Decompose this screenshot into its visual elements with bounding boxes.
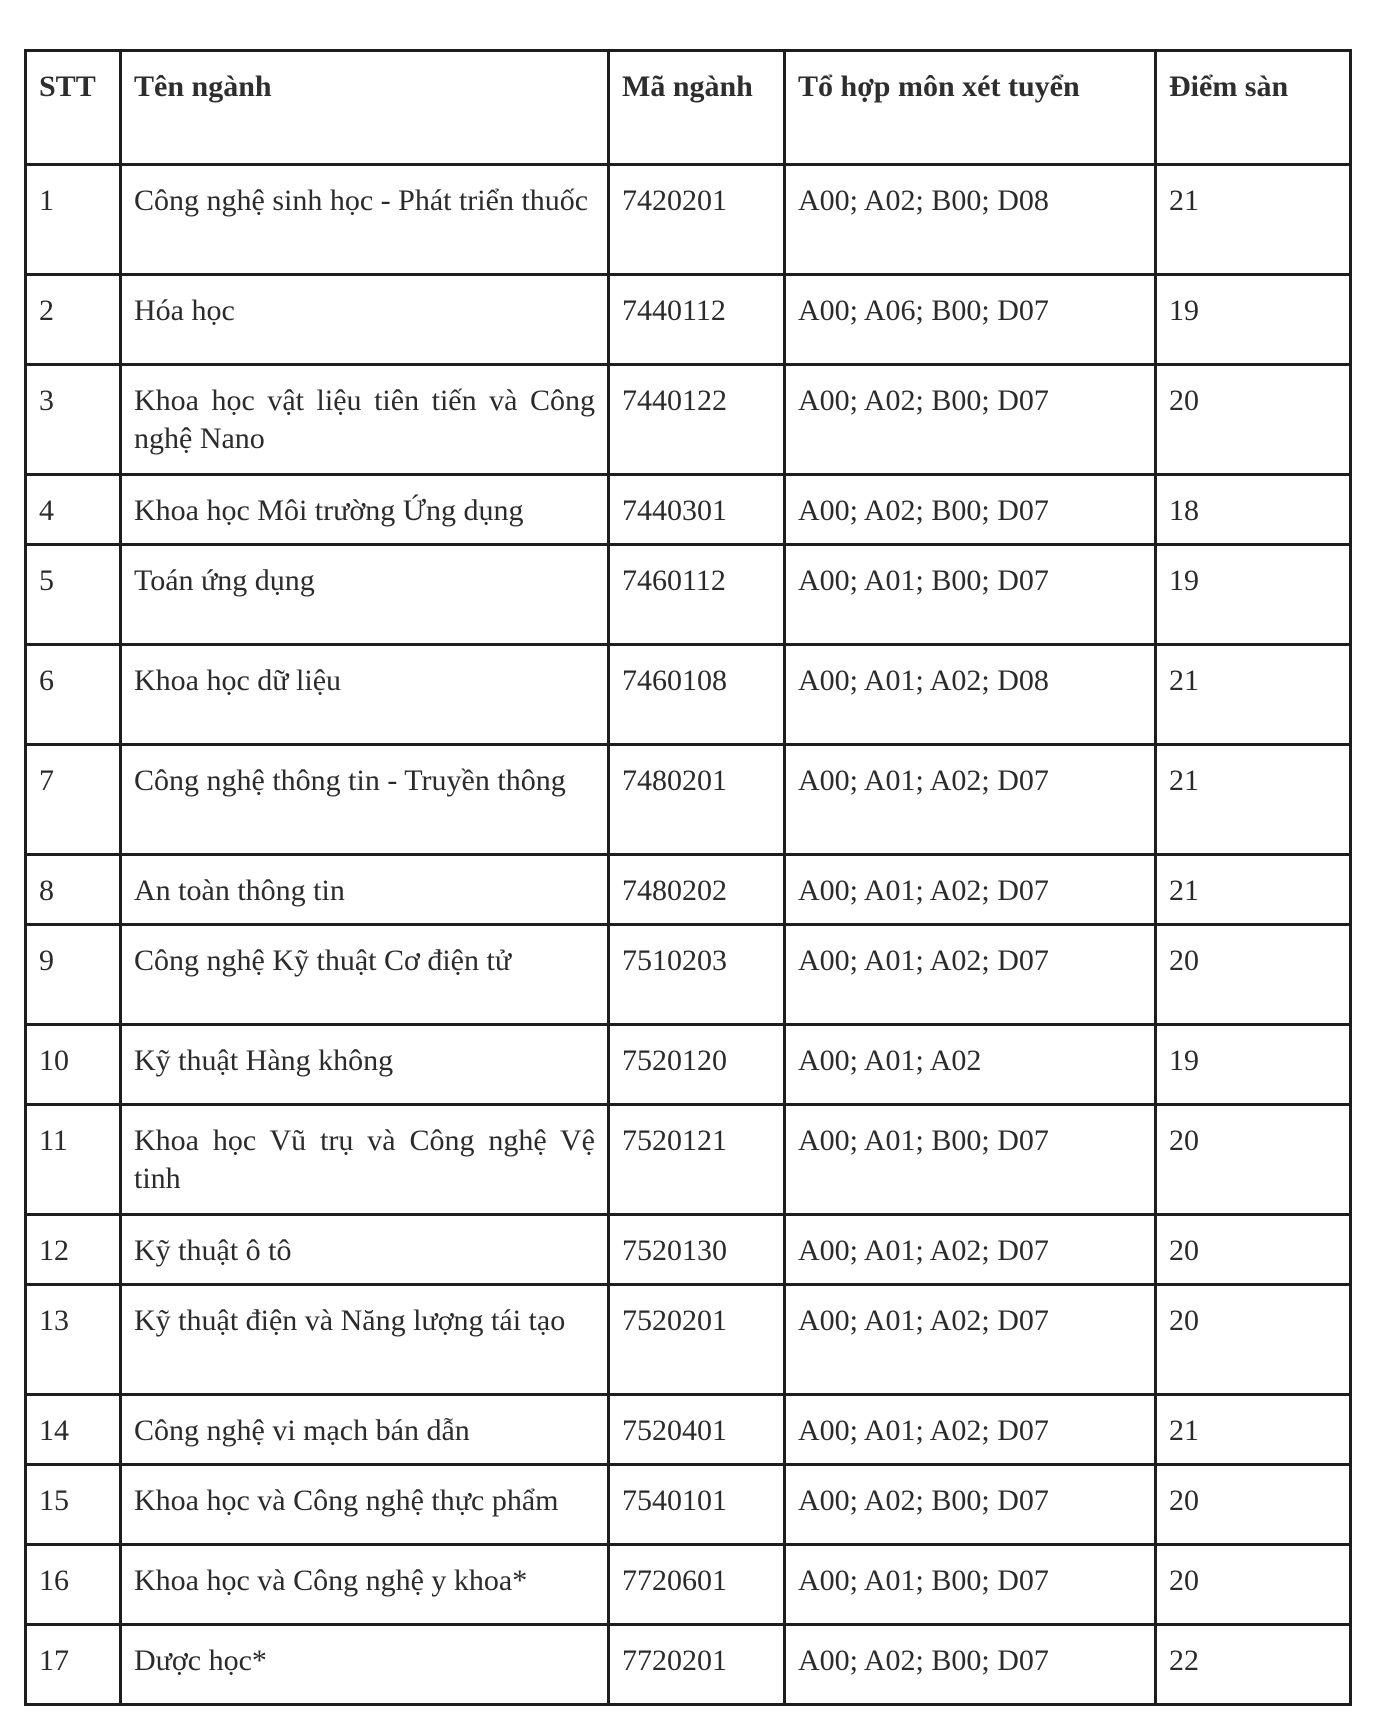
cell-stt: 3	[26, 365, 121, 475]
cell-subject-combination: A00; A01; A02; D07	[785, 1395, 1156, 1465]
table-row	[26, 275, 1351, 365]
cell-major-name: Khoa học Môi trường Ứng dụng	[121, 475, 609, 545]
table-row	[26, 1465, 1351, 1545]
cell-major-code: 7720601	[609, 1545, 785, 1625]
cell-subject-combination: A00; A02; B00; D07	[785, 1625, 1156, 1705]
cell-major-code: 7440122	[609, 365, 785, 475]
cell-stt: 16	[26, 1545, 121, 1625]
cell-major-code: 7420201	[609, 165, 785, 275]
header-major-code: Mã ngành	[609, 51, 785, 165]
table-row	[26, 365, 1351, 475]
cell-subject-combination: A00; A01; A02; D07	[785, 1215, 1156, 1285]
header-subject-combination: Tổ hợp môn xét tuyển	[785, 51, 1156, 165]
cell-major-code: 7720201	[609, 1625, 785, 1705]
cell-stt: 14	[26, 1395, 121, 1465]
cell-floor-score: 19	[1156, 545, 1351, 645]
cell-major-name: Khoa học và Công nghệ y khoa*	[121, 1545, 609, 1625]
cell-stt: 6	[26, 645, 121, 745]
cell-floor-score: 21	[1156, 165, 1351, 275]
cell-subject-combination: A00; A02; B00; D08	[785, 165, 1156, 275]
table-row	[26, 745, 1351, 855]
table-row	[26, 855, 1351, 925]
cell-stt: 9	[26, 925, 121, 1025]
cell-major-name: Công nghệ thông tin - Truyền thông	[121, 745, 609, 855]
cell-major-name: Kỹ thuật điện và Năng lượng tái tạo	[121, 1285, 609, 1395]
cell-subject-combination: A00; A02; B00; D07	[785, 475, 1156, 545]
cell-floor-score: 21	[1156, 745, 1351, 855]
header-floor-score: Điểm sàn	[1156, 51, 1351, 165]
cell-major-code: 7520201	[609, 1285, 785, 1395]
table-row	[26, 645, 1351, 745]
cell-major-name: Dược học*	[121, 1625, 609, 1705]
cell-major-code: 7480202	[609, 855, 785, 925]
cell-subject-combination: A00; A02; B00; D07	[785, 1465, 1156, 1545]
cell-floor-score: 20	[1156, 1465, 1351, 1545]
table-body	[26, 165, 1351, 1705]
cell-major-name: Kỹ thuật Hàng không	[121, 1025, 609, 1105]
cell-major-code: 7520121	[609, 1105, 785, 1215]
table-row	[26, 1625, 1351, 1705]
table-row	[26, 1105, 1351, 1215]
cell-floor-score: 20	[1156, 1285, 1351, 1395]
cell-floor-score: 21	[1156, 1395, 1351, 1465]
cell-stt: 10	[26, 1025, 121, 1105]
cell-major-code: 7480201	[609, 745, 785, 855]
cell-stt: 8	[26, 855, 121, 925]
cell-major-code: 7520401	[609, 1395, 785, 1465]
table-row	[26, 545, 1351, 645]
cell-floor-score: 20	[1156, 1545, 1351, 1625]
cell-subject-combination: A00; A01; A02; D07	[785, 1285, 1156, 1395]
cell-major-name: Toán ứng dụng	[121, 545, 609, 645]
cell-major-name: Kỹ thuật ô tô	[121, 1215, 609, 1285]
cell-subject-combination: A00; A01; A02; D07	[785, 745, 1156, 855]
cell-major-name: Công nghệ sinh học - Phát triển thuốc	[121, 165, 609, 275]
cell-major-name: Khoa học dữ liệu	[121, 645, 609, 745]
cell-major-code: 7510203	[609, 925, 785, 1025]
header-major-name: Tên ngành	[121, 51, 609, 165]
cell-floor-score: 20	[1156, 1105, 1351, 1215]
cell-subject-combination: A00; A06; B00; D07	[785, 275, 1156, 365]
cell-floor-score: 22	[1156, 1625, 1351, 1705]
cell-stt: 5	[26, 545, 121, 645]
table-row	[26, 1285, 1351, 1395]
cell-floor-score: 20	[1156, 1215, 1351, 1285]
cell-major-name: Công nghệ Kỹ thuật Cơ điện tử	[121, 925, 609, 1025]
header-row	[26, 51, 1351, 165]
cell-subject-combination: A00; A01; A02; D07	[785, 925, 1156, 1025]
cell-subject-combination: A00; A01; B00; D07	[785, 545, 1156, 645]
cell-subject-combination: A00; A01; B00; D07	[785, 1105, 1156, 1215]
cell-major-name: Hóa học	[121, 275, 609, 365]
cell-major-name: Khoa học Vũ trụ và Công nghệ Vệ tinh	[121, 1105, 609, 1215]
cell-subject-combination: A00; A01; A02; D08	[785, 645, 1156, 745]
admission-score-table	[24, 49, 1352, 1706]
cell-major-code: 7460112	[609, 545, 785, 645]
cell-major-code: 7540101	[609, 1465, 785, 1545]
cell-floor-score: 20	[1156, 925, 1351, 1025]
cell-stt: 11	[26, 1105, 121, 1215]
cell-stt: 2	[26, 275, 121, 365]
cell-stt: 7	[26, 745, 121, 855]
cell-floor-score: 20	[1156, 365, 1351, 475]
cell-stt: 15	[26, 1465, 121, 1545]
table-row	[26, 1025, 1351, 1105]
cell-floor-score: 21	[1156, 855, 1351, 925]
cell-subject-combination: A00; A01; A02; D07	[785, 855, 1156, 925]
cell-subject-combination: A00; A01; B00; D07	[785, 1545, 1156, 1625]
table-row	[26, 1215, 1351, 1285]
cell-major-name: Khoa học và Công nghệ thực phẩm	[121, 1465, 609, 1545]
cell-stt: 1	[26, 165, 121, 275]
cell-floor-score: 18	[1156, 475, 1351, 545]
cell-major-name: An toàn thông tin	[121, 855, 609, 925]
table-row	[26, 925, 1351, 1025]
table-row	[26, 1395, 1351, 1465]
cell-major-name: Khoa học vật liệu tiên tiến và Công nghệ Nano	[121, 365, 609, 475]
table-row	[26, 475, 1351, 545]
cell-major-code: 7460108	[609, 645, 785, 745]
table-row	[26, 165, 1351, 275]
cell-major-code: 7520130	[609, 1215, 785, 1285]
cell-stt: 17	[26, 1625, 121, 1705]
cell-stt: 4	[26, 475, 121, 545]
cell-major-code: 7440112	[609, 275, 785, 365]
cell-stt: 12	[26, 1215, 121, 1285]
cell-major-name: Công nghệ vi mạch bán dẫn	[121, 1395, 609, 1465]
cell-floor-score: 19	[1156, 1025, 1351, 1105]
cell-stt: 13	[26, 1285, 121, 1395]
cell-floor-score: 19	[1156, 275, 1351, 365]
cell-subject-combination: A00; A01; A02	[785, 1025, 1156, 1105]
table-container	[24, 49, 1352, 1706]
header-stt: STT	[26, 51, 121, 165]
cell-major-code: 7520120	[609, 1025, 785, 1105]
cell-floor-score: 21	[1156, 645, 1351, 745]
cell-major-code: 7440301	[609, 475, 785, 545]
cell-subject-combination: A00; A02; B00; D07	[785, 365, 1156, 475]
table-row	[26, 1545, 1351, 1625]
